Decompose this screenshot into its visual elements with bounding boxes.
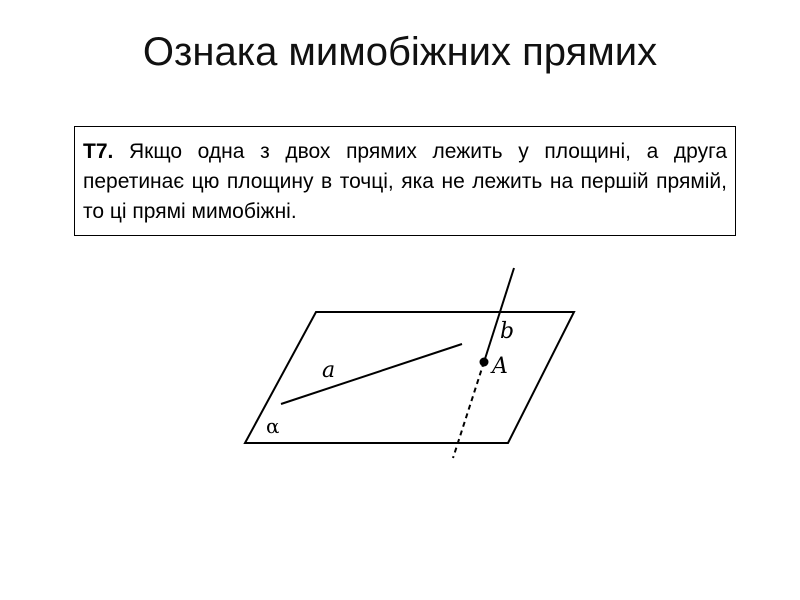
plane-alpha: [245, 312, 574, 443]
line-a: [281, 344, 462, 404]
theorem-text: Якщо одна з двох прямих лежить у площині, а друга перетинає цю площину в точці, яка не лежить на першій прямій, то ці прямі мимобіжні.: [83, 140, 727, 223]
theorem-label: Т7.: [83, 140, 114, 163]
slide-title: Ознака мимобіжних прямих: [142, 30, 658, 74]
point-a: [480, 358, 489, 367]
line-b-above-plane: [484, 268, 514, 362]
plane-alpha-label: α: [266, 414, 280, 438]
line-b-label: b: [500, 319, 515, 344]
line-a-label: a: [322, 358, 336, 383]
point-a-label: A: [492, 354, 508, 379]
